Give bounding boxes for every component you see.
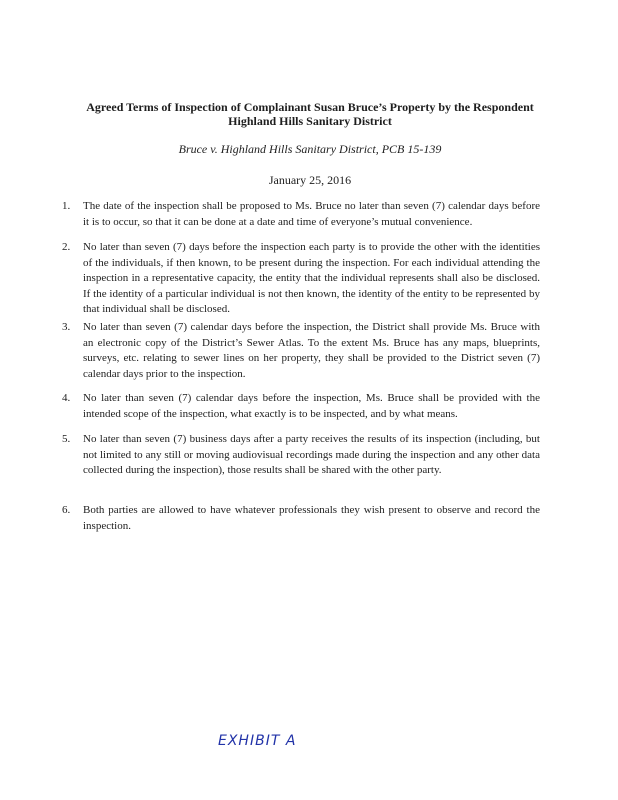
term-text: The date of the inspection shall be proposed to Ms. Bruce no later than seven (7) calendar days before it is to occur, so that it can be done at a date and time of everyone’s mutual convenience.: [83, 200, 540, 228]
term-text: No later than seven (7) days before the inspection each party is to provide the other with the identities of the individuals, if then known, to be present during the inspection. For each individual attending the inspection in a representative capacity, the entity that the individual represents shall also be disclosed. If the identity of a particular individual is not then known, the identity of the entity to be represented by that individual shall be disclosed.: [83, 241, 540, 315]
title-line-1: Agreed Terms of Inspection of Complainant Susan Bruce’s Property by the Respondent: [86, 100, 534, 114]
term-text: No later than seven (7) calendar days before the inspection, the District shall provide Ms. Bruce with an electronic copy of the District’s Sewer Atlas. To the extent Ms. Bruce has any maps, blueprints, surveys, etc. relating to sewer lines on her property, they shall be provided to the District seven (7) calendar days prior to the inspection.: [83, 321, 540, 380]
term-text: No later than seven (7) calendar days before the inspection, Ms. Bruce shall be provided with the intended scope of the inspection, what exactly is to be inspected, and by what means.: [83, 392, 540, 420]
term-item: [62, 391, 540, 422]
exhibit-label-handwritten: EXHIBIT A: [218, 733, 297, 749]
term-number: 5.: [62, 433, 71, 445]
term-number: 4.: [62, 392, 71, 404]
term-number: 2.: [62, 241, 71, 253]
term-text: Both parties are allowed to have whatever professionals they wish present to observe and record the inspection.: [83, 504, 540, 532]
term-item: [62, 320, 540, 382]
term-number: 3.: [62, 321, 71, 333]
term-number: 1.: [62, 200, 71, 212]
title-line-2: Highland Hills Sanitary District: [228, 114, 392, 128]
term-item: [62, 503, 540, 534]
term-item: [62, 240, 540, 318]
document-date: January 25, 2016: [268, 173, 352, 187]
term-number: 6.: [62, 504, 71, 516]
case-caption: Bruce v. Highland Hills Sanitary District, PCB 15-139: [178, 142, 442, 156]
document-title: [60, 100, 560, 128]
term-text: No later than seven (7) business days after a party receives the results of its inspection (including, but not limited to any still or moving audiovisual recordings made during the inspection and any other data collected during the inspection), those results shall be shared with the other party.: [83, 433, 540, 476]
term-item: [62, 199, 540, 230]
term-item: [62, 432, 540, 479]
